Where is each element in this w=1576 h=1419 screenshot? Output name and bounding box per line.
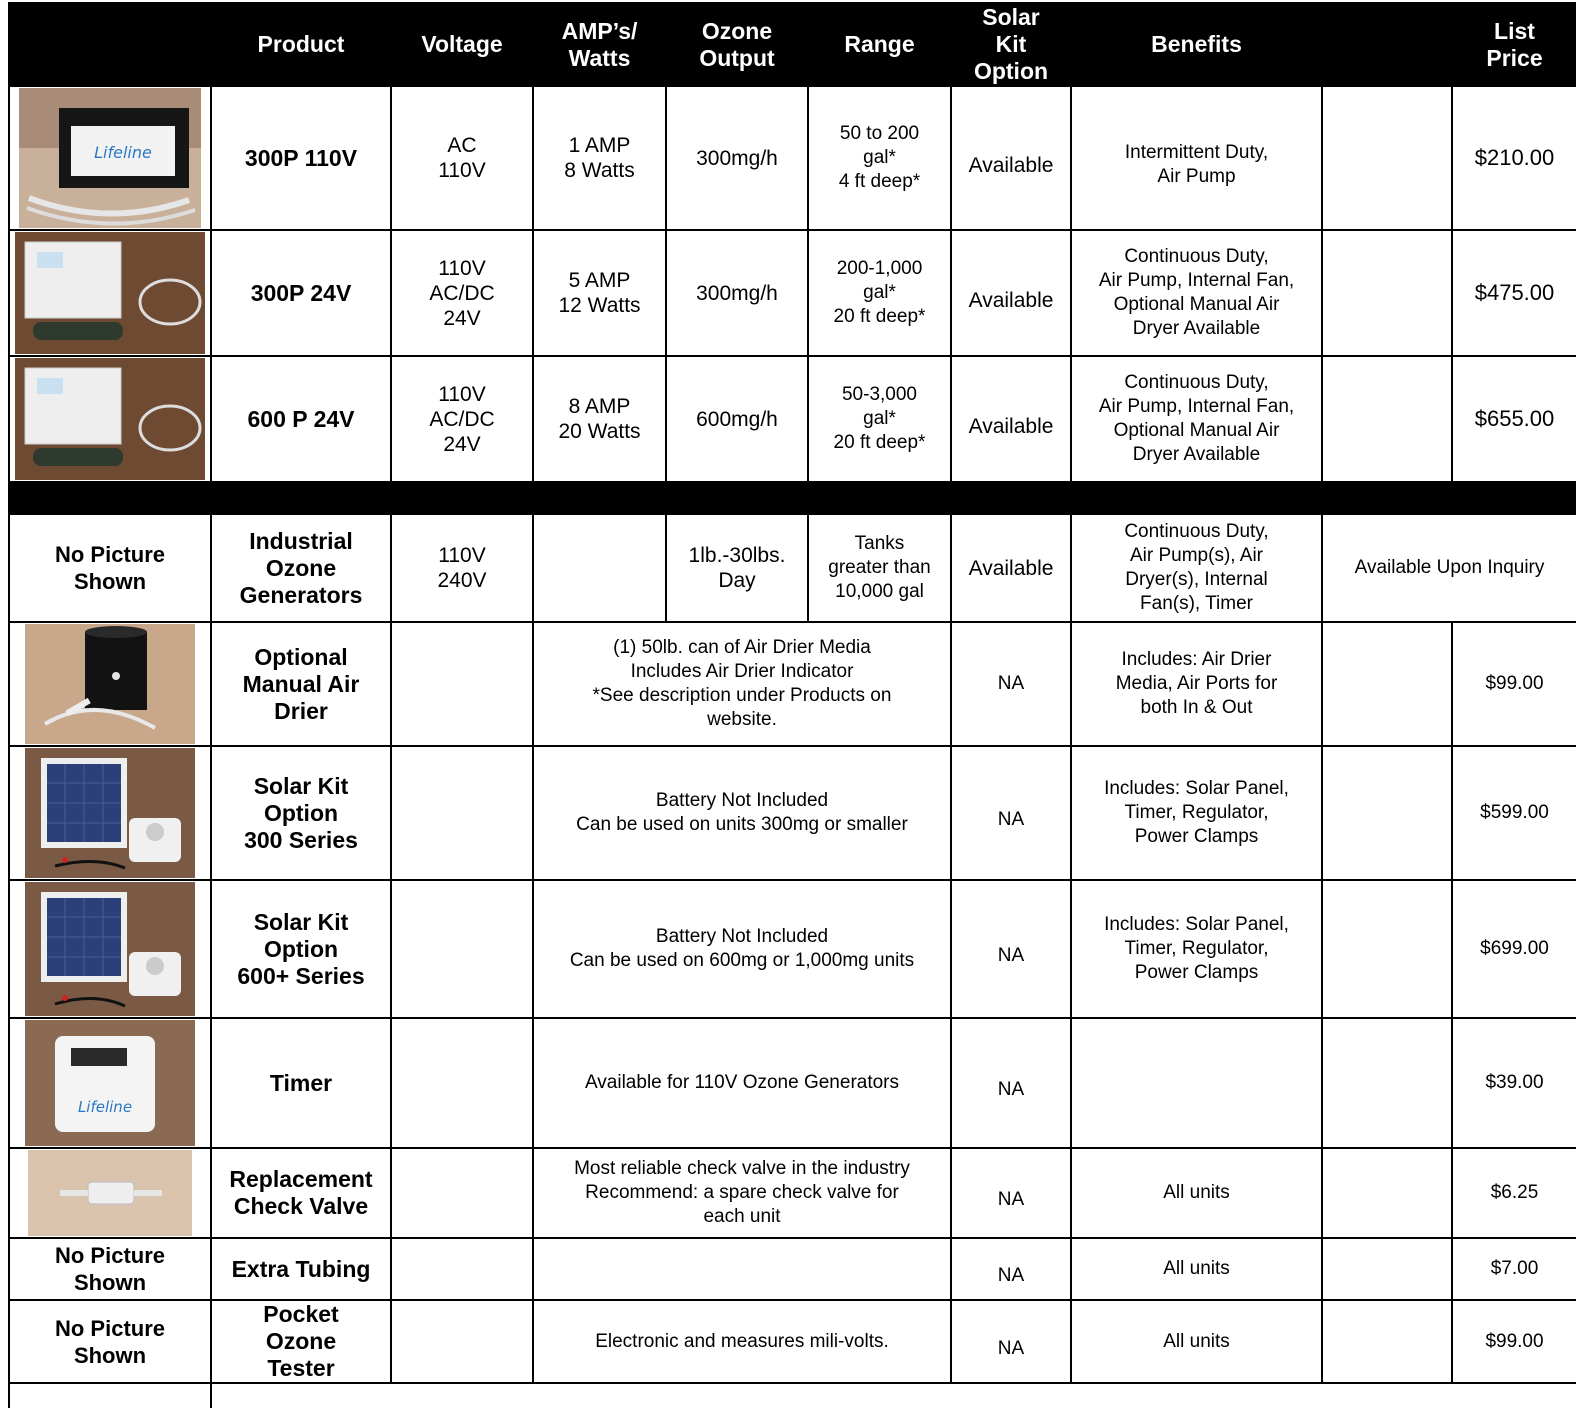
amps-watts: 8 AMP 20 Watts [533, 356, 666, 482]
solar-kit-option: NA [951, 1018, 1071, 1148]
header-list-price: List Price [1452, 3, 1576, 86]
ozone-output: 300mg/h [666, 230, 808, 356]
timer-photo [25, 1020, 195, 1146]
svg-text:Lifeline: Lifeline [94, 143, 152, 162]
voltage [391, 1300, 533, 1383]
list-price: $475.00 [1452, 230, 1576, 356]
blank-cell [1322, 230, 1452, 356]
voltage [391, 622, 533, 746]
range: Tanks greater than 10,000 gal [808, 514, 951, 622]
product-name: Solar Kit Option 600+ Series [211, 880, 391, 1018]
benefits: Continuous Duty, Air Pump, Internal Fan, Optional Manual Air Dryer Available [1071, 356, 1322, 482]
header-range: Range [808, 3, 951, 86]
list-price: $7.00 [1452, 1238, 1576, 1300]
product-name: Optional Manual Air Drier [211, 622, 391, 746]
table-row [9, 86, 1576, 230]
amps-watts [533, 514, 666, 622]
ozone-output: 300mg/h [666, 86, 808, 230]
description: (1) 50lb. can of Air Drier Media Includes Air Drier Indicator *See description under Products on website. [533, 622, 951, 746]
solar-kit-option: Available [951, 230, 1071, 356]
benefits: Includes: Solar Panel, Timer, Regulator, Power Clamps [1071, 746, 1322, 880]
solar-kit-option: Available [951, 514, 1071, 622]
blank-cell [1322, 1300, 1452, 1383]
blank-cell [1322, 880, 1452, 1018]
solar-kit-option: Available [951, 86, 1071, 230]
list-price: $699.00 [1452, 880, 1576, 1018]
header-amps: AMP’s/ Watts [533, 3, 666, 86]
voltage [391, 1148, 533, 1238]
ozone-generator-photo [15, 232, 205, 354]
check-valve-photo [28, 1150, 192, 1236]
blank-cell [1322, 1238, 1452, 1300]
ozone-output: 600mg/h [666, 356, 808, 482]
solar-kit-option: Available [951, 356, 1071, 482]
voltage [391, 880, 533, 1018]
no-picture-label: No Picture Shown [9, 1300, 211, 1383]
description: Most reliable check valve in the industry Recommend: a spare check valve for each unit [533, 1148, 951, 1238]
voltage [391, 746, 533, 880]
header-row [9, 3, 1576, 86]
list-price: $99.00 [1452, 622, 1576, 746]
product-name: Industrial Ozone Generators [211, 514, 391, 622]
voltage [391, 1238, 533, 1300]
blank-cell [1322, 86, 1452, 230]
benefits: Continuous Duty, Air Pump(s), Air Dryer(s), Internal Fan(s), Timer [1071, 514, 1322, 622]
table-row [9, 880, 1576, 1018]
voltage: 110V AC/DC 24V [391, 356, 533, 482]
blank-cell [1322, 356, 1452, 482]
table-row [9, 746, 1576, 880]
list-price: $99.00 [1452, 1300, 1576, 1383]
voltage: 110V 240V [391, 514, 533, 622]
solar-kit-option: NA [951, 880, 1071, 1018]
benefits [1071, 1018, 1322, 1148]
blank-cell [1322, 622, 1452, 746]
header-photo [9, 3, 211, 86]
solar-kit-photo [25, 748, 195, 878]
solar-kit-option: NA [951, 622, 1071, 746]
amps-watts: 5 AMP 12 Watts [533, 230, 666, 356]
product-name: 600 P 24V [211, 356, 391, 482]
blank-cell [1322, 1018, 1452, 1148]
ozone-generator-photo [19, 88, 201, 228]
product-photo [9, 1148, 211, 1238]
header-voltage: Voltage [391, 3, 533, 86]
benefits: All units [1071, 1238, 1322, 1300]
benefits: All units [1071, 1300, 1322, 1383]
list-price: $39.00 [1452, 1018, 1576, 1148]
blank-cell [1322, 1148, 1452, 1238]
benefits: Includes: Solar Panel, Timer, Regulator, Power Clamps [1071, 880, 1322, 1018]
air-drier-photo [25, 624, 195, 744]
product-photo [9, 1018, 211, 1148]
product-name: Replacement Check Valve [211, 1148, 391, 1238]
description [533, 1238, 951, 1300]
product-photo [9, 230, 211, 356]
list-price: Available Upon Inquiry [1322, 514, 1576, 622]
product-name: 300P 24V [211, 230, 391, 356]
description: Available for 110V Ozone Generators [533, 1018, 951, 1148]
product-name: Extra Tubing [211, 1238, 391, 1300]
product-name: Solar Kit Option 300 Series [211, 746, 391, 880]
product-photo [9, 356, 211, 482]
benefits: Includes: Air Drier Media, Air Ports for both In & Out [1071, 622, 1322, 746]
description: Electronic and measures mili-volts. [533, 1300, 951, 1383]
solar-kit-photo [25, 882, 195, 1016]
ozone-generator-photo [15, 358, 205, 480]
header-ozone-output: Ozone Output [666, 3, 808, 86]
benefits: All units [1071, 1148, 1322, 1238]
solar-kit-option: NA [951, 1300, 1071, 1383]
description: Battery Not Included Can be used on 600mg or 1,000mg units [533, 880, 951, 1018]
no-picture-label: No Picture Shown [9, 514, 211, 622]
range: 200-1,000 gal* 20 ft deep* [808, 230, 951, 356]
benefits: Intermittent Duty, Air Pump [1071, 86, 1322, 230]
benefits: Continuous Duty, Air Pump, Internal Fan, Optional Manual Air Dryer Available [1071, 230, 1322, 356]
solar-kit-option: NA [951, 1238, 1071, 1300]
table-row [9, 1148, 1576, 1238]
product-photo [9, 86, 211, 230]
table-row [9, 1300, 1576, 1383]
solar-kit-option: NA [951, 746, 1071, 880]
table-row [9, 230, 1576, 356]
solar-kit-option: NA [951, 1148, 1071, 1238]
list-price: $655.00 [1452, 356, 1576, 482]
list-price: $599.00 [1452, 746, 1576, 880]
table-row [9, 622, 1576, 746]
list-price: $210.00 [1452, 86, 1576, 230]
svg-text:Lifeline: Lifeline [77, 1098, 133, 1116]
product-name: Pocket Ozone Tester [211, 1300, 391, 1383]
header-benefits: Benefits [1071, 3, 1322, 86]
ozone-output: 1lb.-30lbs. Day [666, 514, 808, 622]
product-photo [9, 622, 211, 746]
product-photo [9, 746, 211, 880]
range: 50-3,000 gal* 20 ft deep* [808, 356, 951, 482]
table-row [9, 1238, 1576, 1300]
header-blank-2 [1322, 3, 1452, 86]
table-row [9, 1018, 1576, 1148]
list-price: $6.25 [1452, 1148, 1576, 1238]
voltage: AC 110V [391, 86, 533, 230]
trailing-row [9, 1383, 1576, 1408]
table-row [9, 514, 1576, 622]
header-product: Product [211, 3, 391, 86]
blank-cell [1322, 746, 1452, 880]
no-picture-label: No Picture Shown [9, 1238, 211, 1300]
table-row [9, 356, 1576, 482]
amps-watts: 1 AMP 8 Watts [533, 86, 666, 230]
price-list-table [8, 2, 1576, 1408]
product-name: Timer [211, 1018, 391, 1148]
section-separator [9, 482, 1576, 514]
product-photo [9, 880, 211, 1018]
range: 50 to 200 gal* 4 ft deep* [808, 86, 951, 230]
header-solar-kit: Solar Kit Option [951, 3, 1071, 86]
voltage [391, 1018, 533, 1148]
description: Battery Not Included Can be used on units 300mg or smaller [533, 746, 951, 880]
voltage: 110V AC/DC 24V [391, 230, 533, 356]
product-name: 300P 110V [211, 86, 391, 230]
